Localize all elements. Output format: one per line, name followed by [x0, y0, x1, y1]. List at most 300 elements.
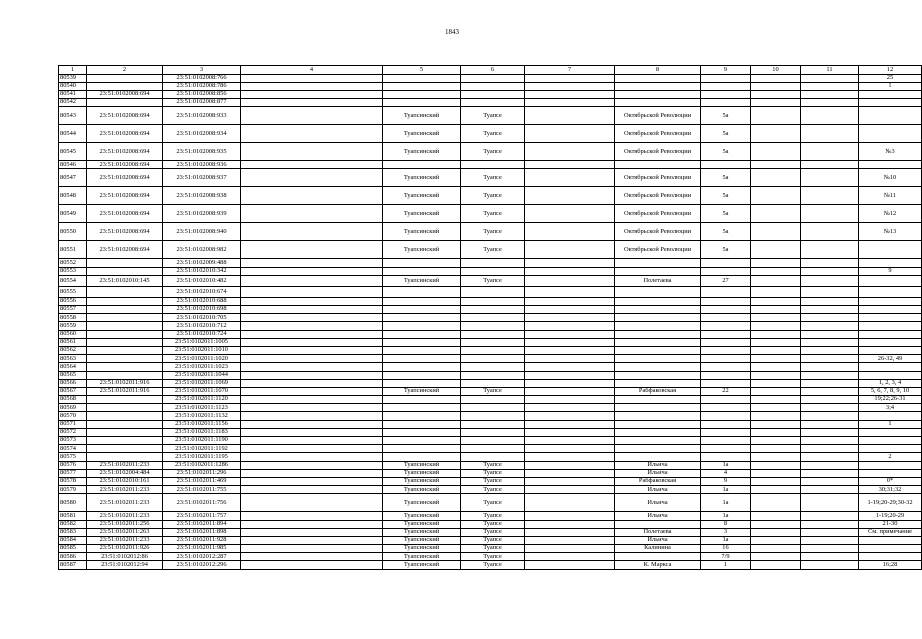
table-cell [525, 99, 615, 107]
table-cell [525, 259, 615, 267]
table-cell: 80561 [59, 338, 87, 346]
table-cell [525, 90, 615, 98]
table-cell: Октябрьской Революции [615, 107, 701, 125]
table-cell [801, 297, 859, 305]
table-cell [241, 82, 383, 90]
table-cell [701, 306, 751, 314]
header-row [59, 66, 922, 75]
table-cell: Ильича [615, 536, 701, 544]
table-cell [701, 90, 751, 98]
table-cell [615, 259, 701, 267]
table-cell: 80541 [59, 90, 87, 98]
table-cell: 23:51:0102011:985 [163, 545, 241, 553]
table-cell: 23:51:0102011:1123 [163, 404, 241, 412]
table-cell: 23:51:0102011:916 [87, 387, 163, 395]
table-cell [241, 259, 383, 267]
table-cell: Туапсинский [383, 477, 461, 485]
table-cell: Полетаева [615, 528, 701, 536]
table-cell [701, 338, 751, 346]
table-cell [461, 306, 525, 314]
table-cell [525, 486, 615, 494]
table-cell: 27 [701, 275, 751, 286]
table-cell [241, 169, 383, 187]
table-cell [859, 90, 922, 98]
table-cell [461, 412, 525, 420]
table-cell: 80562 [59, 346, 87, 354]
table-cell [801, 437, 859, 445]
column-header-8: 8 [615, 66, 701, 75]
table-cell: Туапсинский [383, 107, 461, 125]
table-cell [751, 528, 801, 536]
table-row [59, 241, 922, 259]
table-cell [525, 330, 615, 338]
table-cell: 23:51:0102012:94 [87, 561, 163, 569]
table-cell [751, 169, 801, 187]
table-row [59, 223, 922, 241]
table-cell [383, 412, 461, 420]
table-cell [241, 520, 383, 528]
table-cell [801, 387, 859, 395]
table-cell [525, 379, 615, 387]
table-cell [801, 461, 859, 469]
table-cell: Туапсе [461, 241, 525, 259]
table-row [59, 125, 922, 143]
table-cell [87, 99, 163, 107]
table-cell [751, 477, 801, 485]
table-cell: 80567 [59, 387, 87, 395]
table-cell: 23:51:0102011:1010 [163, 346, 241, 354]
table-cell: Рабфаковская [615, 477, 701, 485]
table-cell [241, 536, 383, 544]
table-cell [461, 379, 525, 387]
table-cell [87, 330, 163, 338]
table-cell: Туапсинский [383, 143, 461, 161]
table-cell [751, 536, 801, 544]
table-cell [801, 286, 859, 297]
table-cell: 80585 [59, 545, 87, 553]
table-cell: 23:51:0102008:938 [163, 187, 241, 205]
table-cell [751, 143, 801, 161]
table-cell [241, 223, 383, 241]
table-cell [87, 437, 163, 445]
table-cell [241, 205, 383, 223]
table-row [59, 330, 922, 338]
table-cell [383, 314, 461, 322]
table-cell [801, 205, 859, 223]
table-cell [859, 306, 922, 314]
table-cell: Полетаева [615, 275, 701, 286]
table-row [59, 297, 922, 305]
table-cell [461, 330, 525, 338]
table-cell: Туапсинский [383, 387, 461, 395]
table-row [59, 545, 922, 553]
table-cell [751, 420, 801, 428]
table-cell: 80572 [59, 428, 87, 436]
table-cell: 30;31;32 [859, 486, 922, 494]
table-cell: 23:51:0102012:86 [87, 553, 163, 561]
table-cell: 21-30 [859, 520, 922, 528]
table-cell: Туапсе [461, 387, 525, 395]
table-cell: 23:51:0102011:898 [163, 528, 241, 536]
table-cell: 1 [859, 82, 922, 90]
table-cell: Туапсинский [383, 241, 461, 259]
table-row [59, 322, 922, 330]
table-cell: 80569 [59, 404, 87, 412]
table-cell: 23:51:0102011:233 [87, 461, 163, 469]
table-cell [383, 322, 461, 330]
table-row [59, 404, 922, 412]
table-cell [859, 469, 922, 477]
table-cell [383, 338, 461, 346]
table-cell: 23:51:0102011:1120 [163, 396, 241, 404]
table-cell [525, 437, 615, 445]
table-cell: 23:51:0102012:296 [163, 561, 241, 569]
table-cell: 80583 [59, 528, 87, 536]
table-cell [383, 420, 461, 428]
table-cell [801, 469, 859, 477]
table-cell: 23:51:0102011:1070 [163, 387, 241, 395]
table-cell: 80565 [59, 371, 87, 379]
column-header-3: 3 [163, 66, 241, 75]
table-cell: 23:51:0102011:233 [87, 486, 163, 494]
table-cell [701, 161, 751, 169]
table-cell: 23:51:0102011:296 [163, 469, 241, 477]
table-cell: Ильича [615, 486, 701, 494]
table-cell [383, 82, 461, 90]
table-cell [859, 363, 922, 371]
table-cell: 80574 [59, 445, 87, 453]
table-cell [751, 561, 801, 569]
table-cell: 23:51:0102011:1020 [163, 355, 241, 363]
table-cell [87, 420, 163, 428]
table-cell [461, 453, 525, 461]
table-cell [801, 99, 859, 107]
table-cell [383, 428, 461, 436]
table-cell: 80586 [59, 553, 87, 561]
table-cell: 5а [701, 169, 751, 187]
table-cell [525, 469, 615, 477]
table-cell [87, 355, 163, 363]
table-cell [751, 469, 801, 477]
table-cell [859, 241, 922, 259]
table-row [59, 520, 922, 528]
table-cell: 80545 [59, 143, 87, 161]
table-cell [801, 528, 859, 536]
table-cell [525, 267, 615, 275]
table-cell [801, 371, 859, 379]
table-cell [461, 346, 525, 354]
table-cell [615, 322, 701, 330]
table-cell [859, 322, 922, 330]
table-cell [241, 187, 383, 205]
table-cell [241, 477, 383, 485]
table-cell [615, 437, 701, 445]
table-cell [801, 187, 859, 205]
table-cell: 80547 [59, 169, 87, 187]
table-cell [859, 259, 922, 267]
table-cell [241, 553, 383, 561]
table-cell [801, 477, 859, 485]
table-cell [461, 259, 525, 267]
table-row [59, 512, 922, 520]
table-cell [701, 396, 751, 404]
table-cell [751, 338, 801, 346]
table-cell [751, 387, 801, 395]
table-cell [241, 545, 383, 553]
table-cell: 23:51:0102011:926 [87, 545, 163, 553]
table-cell [801, 561, 859, 569]
table-cell: 23:51:0102011:1192 [163, 445, 241, 453]
table-cell: 23:51:0102008:933 [163, 107, 241, 125]
table-cell: 23:51:0102011:1069 [163, 379, 241, 387]
table-cell [241, 445, 383, 453]
table-cell: 23:51:0102011:1044 [163, 371, 241, 379]
table-cell: 23:51:0102004:484 [87, 469, 163, 477]
table-cell: 23:51:0102008:937 [163, 169, 241, 187]
table-cell [801, 241, 859, 259]
table-cell: 23:51:0102008:694 [87, 90, 163, 98]
table-cell: 80582 [59, 520, 87, 528]
table-cell: 80552 [59, 259, 87, 267]
table-cell: 26-32, 49 [859, 355, 922, 363]
table-row [59, 561, 922, 569]
table-cell [525, 387, 615, 395]
table-cell: 80584 [59, 536, 87, 544]
table-cell: 23:51:0102008:694 [87, 223, 163, 241]
table-cell [241, 275, 383, 286]
table-cell [461, 314, 525, 322]
table-cell [751, 437, 801, 445]
table-cell: 3;4 [859, 404, 922, 412]
table-cell [751, 512, 801, 520]
table-row [59, 107, 922, 125]
table-cell [461, 161, 525, 169]
table-cell [859, 99, 922, 107]
table-cell [241, 74, 383, 82]
table-cell [87, 346, 163, 354]
table-cell: 80551 [59, 241, 87, 259]
table-cell [859, 545, 922, 553]
table-cell: Туапсинский [383, 275, 461, 286]
table-cell [751, 486, 801, 494]
table-cell: Туапсинский [383, 169, 461, 187]
table-cell: 1-19;20-29 [859, 512, 922, 520]
table-cell [801, 322, 859, 330]
table-cell [525, 314, 615, 322]
table-cell: Туапсе [461, 461, 525, 469]
table-cell: 23:51:0102011:233 [87, 494, 163, 512]
table-cell [87, 404, 163, 412]
table-cell: 0* [859, 477, 922, 485]
table-cell: Октябрьской Революции [615, 241, 701, 259]
table-cell [525, 445, 615, 453]
table-cell [615, 445, 701, 453]
table-cell [525, 143, 615, 161]
table-cell: 5а [701, 205, 751, 223]
table-cell [801, 330, 859, 338]
table-row [59, 99, 922, 107]
table-cell [525, 477, 615, 485]
table-row [59, 371, 922, 379]
table-cell: 23:51:0102011:469 [163, 477, 241, 485]
table-row [59, 536, 922, 544]
table-cell [751, 125, 801, 143]
table-cell [241, 494, 383, 512]
table-cell [751, 306, 801, 314]
table-cell [751, 346, 801, 354]
table-cell [241, 99, 383, 107]
table-cell [859, 445, 922, 453]
table-cell [859, 330, 922, 338]
table-cell: Туапсинский [383, 561, 461, 569]
table-cell [701, 82, 751, 90]
table-cell: 80540 [59, 82, 87, 90]
table-cell: 80556 [59, 297, 87, 305]
table-cell: 23:51:0102010:712 [163, 322, 241, 330]
table-cell [801, 275, 859, 286]
table-cell [615, 314, 701, 322]
table-cell: Туапсе [461, 169, 525, 187]
table-cell [87, 412, 163, 420]
table-cell: №11 [859, 187, 922, 205]
table-cell [801, 107, 859, 125]
table-cell [241, 363, 383, 371]
table-cell [461, 428, 525, 436]
table-cell: 8 [701, 520, 751, 528]
table-row [59, 306, 922, 314]
table-cell: 2 [859, 453, 922, 461]
table-cell [525, 322, 615, 330]
table-cell [751, 275, 801, 286]
table-row [59, 396, 922, 404]
table-row [59, 205, 922, 223]
table-cell [801, 143, 859, 161]
table-cell: 23:51:0102008:936 [163, 161, 241, 169]
table-cell [383, 346, 461, 354]
table-cell [87, 363, 163, 371]
table-cell [615, 286, 701, 297]
table-cell [87, 445, 163, 453]
table-cell: Туапсе [461, 107, 525, 125]
table-cell [525, 241, 615, 259]
table-cell [701, 453, 751, 461]
table-cell: 23:51:0102011:263 [87, 528, 163, 536]
table-cell [801, 379, 859, 387]
table-cell [525, 82, 615, 90]
table-cell [859, 346, 922, 354]
table-cell [525, 107, 615, 125]
table-cell: 5, 6, 7, 8, 9, 10 [859, 387, 922, 395]
table-row [59, 486, 922, 494]
table-cell [383, 445, 461, 453]
table-cell [525, 553, 615, 561]
table-cell [241, 107, 383, 125]
table-cell: 80544 [59, 125, 87, 143]
table-cell [751, 223, 801, 241]
table-cell [615, 306, 701, 314]
table-cell: 80555 [59, 286, 87, 297]
table-cell [751, 520, 801, 528]
table-cell [383, 161, 461, 169]
table-cell [751, 379, 801, 387]
table-cell [615, 338, 701, 346]
table-cell [801, 169, 859, 187]
table-cell: 23:51:0102008:694 [87, 241, 163, 259]
table-cell [615, 297, 701, 305]
table-cell [525, 169, 615, 187]
table-cell [383, 306, 461, 314]
table-cell [525, 205, 615, 223]
table-cell: 23:51:0102011:894 [163, 520, 241, 528]
table-cell [801, 267, 859, 275]
table-cell [461, 297, 525, 305]
table-cell [701, 379, 751, 387]
table-cell [383, 267, 461, 275]
table-cell [383, 99, 461, 107]
table-row [59, 267, 922, 275]
table-cell [751, 461, 801, 469]
table-cell [525, 346, 615, 354]
table-cell: 23:51:0102010:674 [163, 286, 241, 297]
table-cell [801, 494, 859, 512]
table-row [59, 187, 922, 205]
table-cell [701, 99, 751, 107]
table-cell [87, 453, 163, 461]
table-cell [241, 461, 383, 469]
column-header-5: 5 [383, 66, 461, 75]
table-cell [801, 486, 859, 494]
table-cell [751, 297, 801, 305]
table-cell [383, 74, 461, 82]
table-cell: Туапсинский [383, 486, 461, 494]
table-cell: 23:51:0102008:694 [87, 107, 163, 125]
table-cell [701, 445, 751, 453]
table-cell [615, 453, 701, 461]
table-cell [751, 205, 801, 223]
table-row [59, 259, 922, 267]
table-cell [383, 297, 461, 305]
table-cell [859, 314, 922, 322]
table-cell [525, 187, 615, 205]
table-cell [383, 363, 461, 371]
table-cell: 80571 [59, 420, 87, 428]
table-cell [525, 453, 615, 461]
table-cell [859, 125, 922, 143]
table-cell [701, 267, 751, 275]
table-cell: 23:51:0102008:934 [163, 125, 241, 143]
table-cell [701, 297, 751, 305]
table-cell: 23:51:0102008:694 [87, 205, 163, 223]
table-cell: 80564 [59, 363, 87, 371]
table-cell [241, 512, 383, 520]
table-cell: 80553 [59, 267, 87, 275]
table-cell [525, 494, 615, 512]
table-cell [751, 161, 801, 169]
table-cell: 23:51:0102010:342 [163, 267, 241, 275]
table-cell [525, 512, 615, 520]
table-cell: Туапсинский [383, 461, 461, 469]
table-cell [241, 396, 383, 404]
table-cell [701, 363, 751, 371]
table-cell [525, 286, 615, 297]
table-cell [801, 512, 859, 520]
table-cell [383, 371, 461, 379]
table-cell [615, 161, 701, 169]
table-cell: Туапсинский [383, 187, 461, 205]
page-number: 1843 [445, 28, 459, 36]
table-cell [241, 437, 383, 445]
table-cell [801, 396, 859, 404]
